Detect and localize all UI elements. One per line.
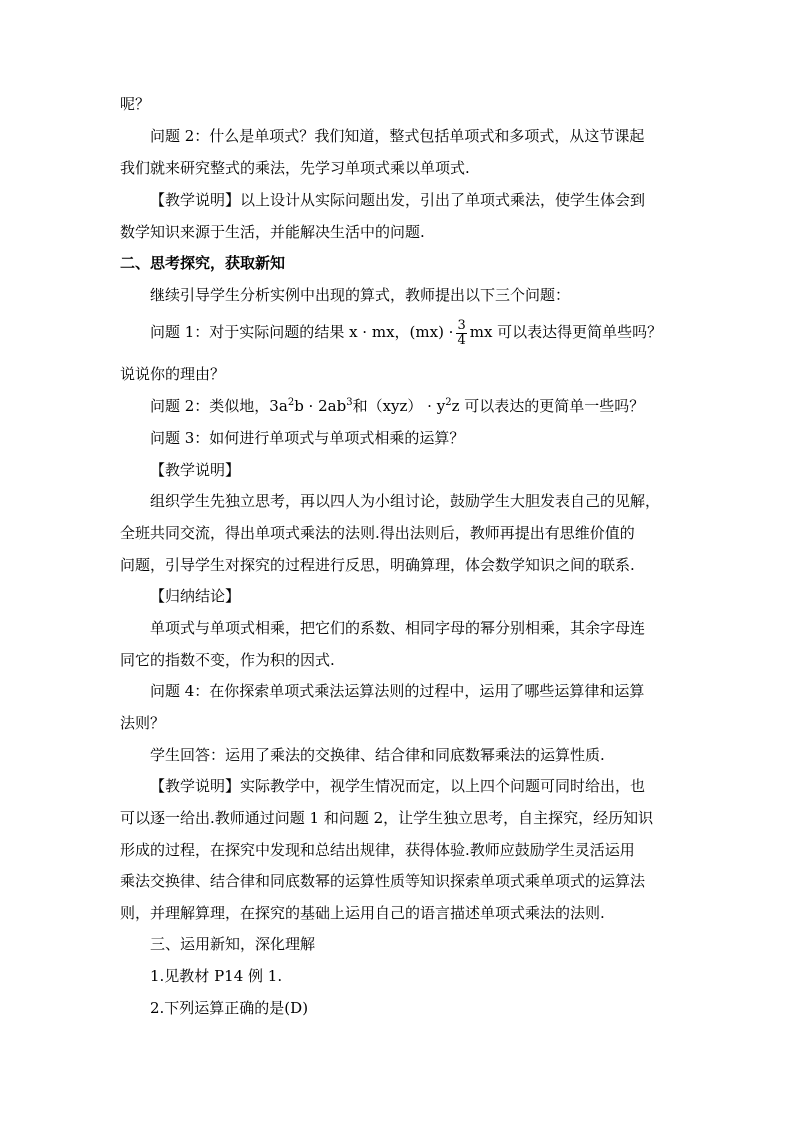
text-line: 乘法交换律、结合律和同底数幂的运算性质等知识探索单项式乘单项式的运算法 bbox=[120, 872, 646, 890]
question-2-text-c: 和（xyz） · y bbox=[352, 397, 446, 415]
text-line: 说说你的理由？ bbox=[120, 365, 226, 383]
text-line: 法则？ bbox=[120, 714, 166, 732]
question-1-text-b: mx 可以表达得更简单些吗？ bbox=[469, 323, 663, 341]
text-line: 呢？ bbox=[120, 95, 151, 113]
text-line: 可以逐一给出.教师通过问题 1 和问题 2，让学生独立思考，自主探究，经历知识 bbox=[120, 809, 654, 827]
text-line: 同它的指数不变，作为积的因式. bbox=[120, 651, 335, 669]
fraction-denominator: 4 bbox=[457, 332, 466, 348]
conclusion-heading: 【归纳结论】 bbox=[150, 587, 241, 605]
question-1-text-a: 问题 1：对于实际问题的结果 x · mx，(mx) · bbox=[150, 323, 454, 341]
exponent: 3 bbox=[346, 397, 353, 408]
question-2-text-a: 问题 2：类似地，3a bbox=[150, 397, 288, 415]
list-item: 2.下列运算正确的是(D) bbox=[150, 999, 309, 1017]
text-line: 组织学生先独立思考，再以四人为小组讨论，鼓励学生大胆发表自己的见解， bbox=[150, 492, 661, 510]
teaching-note-heading: 【教学说明】 bbox=[150, 461, 241, 479]
text-line: 问题，引导学生对探究的过程进行反思，明确算理，体会数学知识之间的联系. bbox=[120, 556, 635, 574]
teaching-note: 【教学说明】以上设计从实际问题出发，引出了单项式乘法，使学生体会到 bbox=[150, 191, 646, 209]
question-2-text-b: b · 2ab bbox=[294, 397, 347, 415]
section-heading-2: 二、思考探究，获取新知 bbox=[120, 254, 286, 272]
fraction bbox=[456, 319, 466, 348]
question-2-text-d: z 可以表达的更简单一些吗？ bbox=[451, 397, 645, 415]
list-item: 1.见教材 P14 例 1. bbox=[150, 967, 283, 985]
text-line: 数学知识来源于生活，并能解决生活中的问题. bbox=[120, 223, 425, 241]
student-answer: 学生回答：运用了乘法的交换律、结合律和同底数幂乘法的运算性质. bbox=[150, 746, 605, 764]
text-line: 形成的过程，在探究中发现和总结出规律，获得体验.教师应鼓励学生灵活运用 bbox=[120, 841, 635, 859]
question-3: 问题 3：如何进行单项式与单项式相乘的运算？ bbox=[150, 429, 465, 447]
question-1 bbox=[150, 318, 680, 348]
question-2-similar bbox=[150, 392, 680, 420]
text-line: 单项式与单项式相乘，把它们的系数、相同字母的幂分别相乘，其余字母连 bbox=[150, 619, 646, 637]
text-line: 我们就来研究整式的乘法，先学习单项式乘以单项式. bbox=[120, 159, 470, 177]
text-line: 则，并理解算理，在探究的基础上运用自己的语言描述单项式乘法的法则. bbox=[120, 904, 605, 922]
question-2: 问题 2：什么是单项式？我们知道，整式包括单项式和多项式，从这节课起 bbox=[150, 127, 645, 145]
exponent: 2 bbox=[445, 397, 452, 408]
section-heading-3: 三、运用新知，深化理解 bbox=[150, 935, 316, 953]
question-4: 问题 4：在你探索单项式乘法运算法则的过程中，运用了哪些运算律和运算 bbox=[150, 682, 645, 700]
fraction-numerator: 3 bbox=[457, 317, 466, 333]
text-line: 全班共同交流，得出单项式乘法的法则.得出法则后，教师再提出有思维价值的 bbox=[120, 524, 635, 542]
text-line: 继续引导学生分析实例中出现的算式，教师提出以下三个问题： bbox=[150, 286, 571, 304]
teaching-note: 【教学说明】实际教学中，视学生情况而定，以上四个问题可同时给出，也 bbox=[150, 777, 646, 795]
exponent: 2 bbox=[287, 397, 295, 408]
